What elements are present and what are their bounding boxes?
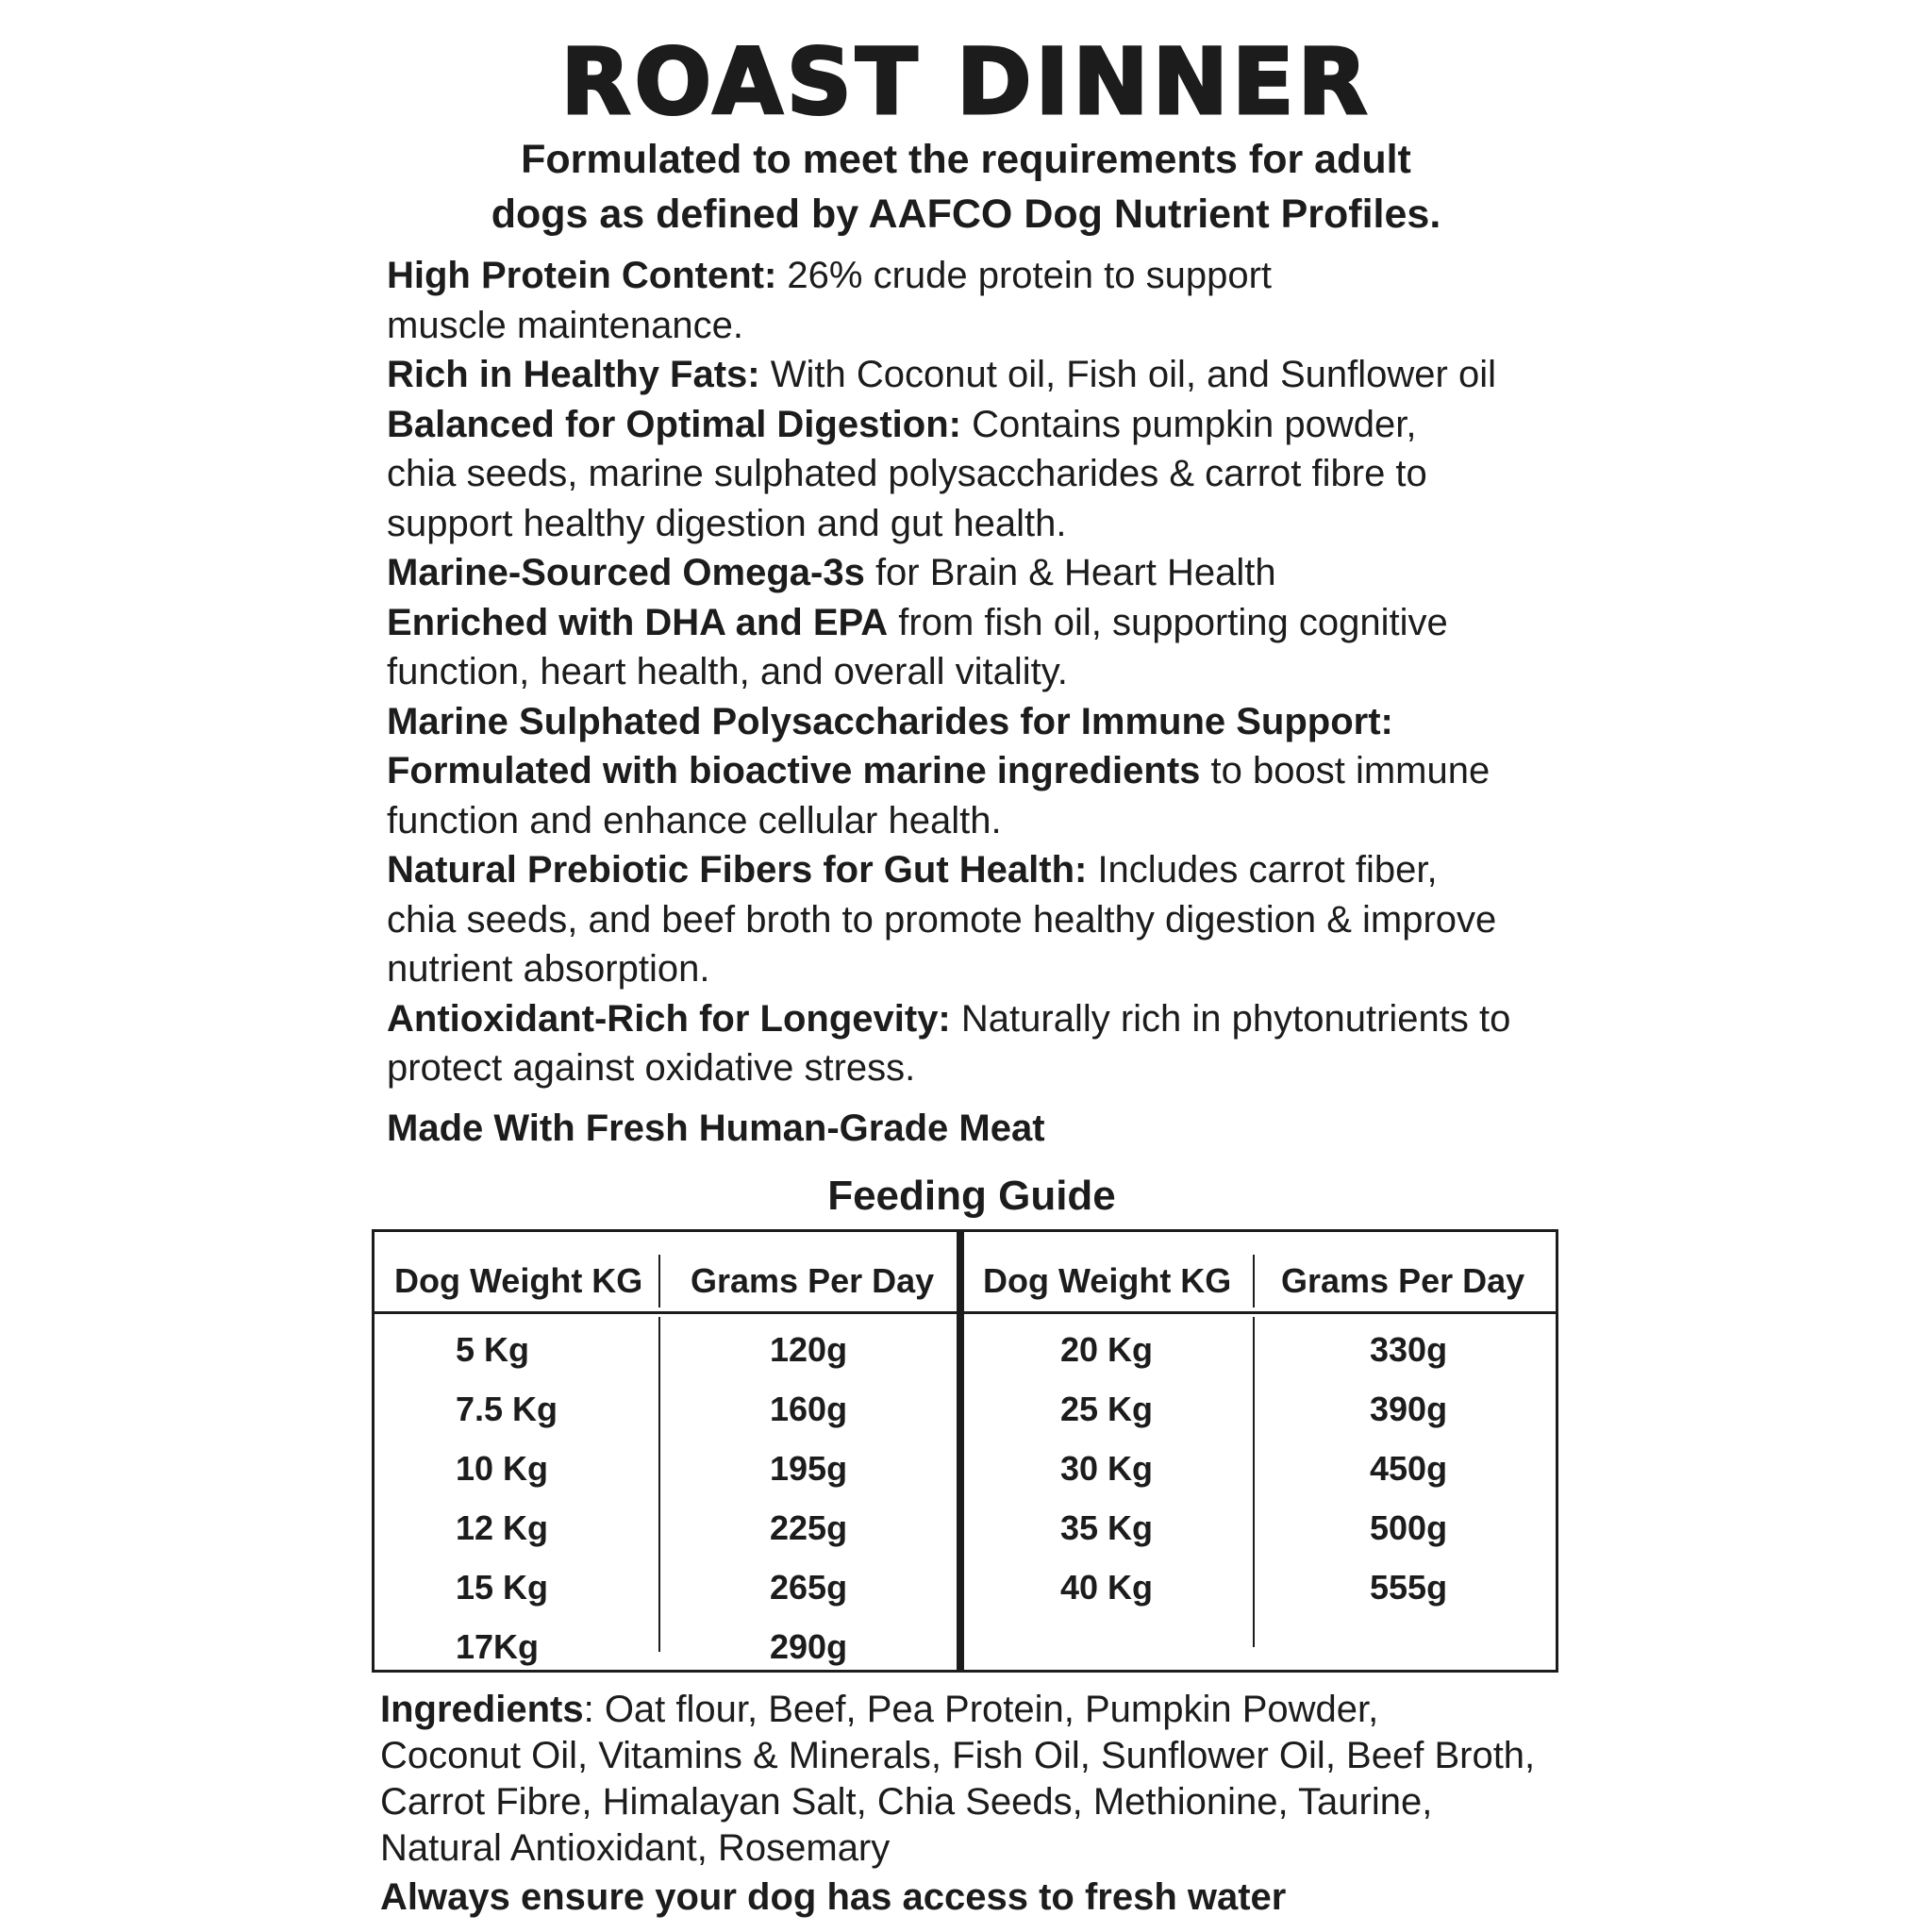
feature-digestion-cont-1: chia seeds, marine sulphated polysaccharides & carrot fibre to: [387, 453, 1427, 494]
header-dog-weight: Dog Weight KG: [983, 1261, 1232, 1300]
aafco-statement: [0, 132, 1932, 242]
column-divider: [1253, 1255, 1255, 1307]
feature-protein-heading: High Protein Content:: [387, 255, 777, 296]
feature-prebiotic-heading: Natural Prebiotic Fibers for Gut Health:: [387, 849, 1088, 891]
weight-cell: 40 Kg: [1060, 1568, 1154, 1607]
feature-fats: [387, 350, 1575, 400]
feature-antioxidant-cont: protect against oxidative stress.: [387, 1047, 916, 1089]
grams-cell: 265g: [770, 1568, 848, 1607]
grams-cell: 330g: [1370, 1330, 1448, 1369]
feature-prebiotic-text: Includes carrot fiber,: [1087, 849, 1438, 891]
weight-cell: 25 Kg: [1060, 1390, 1154, 1428]
feature-dha-cont: function, heart health, and overall vitality.: [387, 651, 1068, 692]
made-with-note: Made With Fresh Human-Grade Meat: [387, 1108, 1045, 1149]
feature-prebiotic-cont-2: nutrient absorption.: [387, 948, 710, 990]
ingredients-list: [380, 1687, 1588, 1872]
feature-immune: [387, 746, 1575, 796]
weight-cell: 7.5 Kg: [456, 1390, 558, 1428]
ingredients-line-2: Coconut Oil, Vitamins & Minerals, Fish Oil, Sunflower Oil, Beef Broth,: [380, 1735, 1536, 1776]
column-divider: [1253, 1317, 1255, 1647]
grams-cell: 160g: [770, 1390, 848, 1428]
aafco-statement-line-1: Formulated to meet the requirements for adult: [521, 137, 1411, 182]
feature-fats-text: With Coconut oil, Fish oil, and Sunflower oil: [759, 354, 1496, 395]
feeding-guide-table: [372, 1229, 1558, 1673]
feeding-table-right: [963, 1232, 1556, 1670]
feature-immune-cont: function and enhance cellular health.: [387, 799, 1002, 841]
feeding-guide-title: Feeding Guide: [827, 1173, 1116, 1219]
header-grams-per-day: Grams Per Day: [1281, 1261, 1525, 1300]
weight-cell: 30 Kg: [1060, 1449, 1154, 1488]
feature-dha-text: from fish oil, supporting cognitive: [888, 601, 1448, 643]
feature-protein-cont: muscle maintenance.: [387, 304, 743, 346]
weight-cell: 12 Kg: [456, 1508, 549, 1547]
weight-cell: 10 Kg: [456, 1449, 549, 1488]
feature-fats-heading: Rich in Healthy Fats:: [387, 354, 760, 395]
feature-omega: [387, 548, 1575, 598]
feature-immune-subheading: Formulated with bioactive marine ingredients: [387, 750, 1201, 791]
feature-digestion-cont-2: support healthy digestion and gut health.: [387, 502, 1067, 544]
feature-digestion-text: Contains pumpkin powder,: [960, 403, 1417, 445]
column-divider: [658, 1317, 660, 1652]
feature-immune-text: to boost immune: [1200, 750, 1491, 791]
ingredients-line-4: Natural Antioxidant, Rosemary: [380, 1827, 891, 1869]
product-title: ROAST DINNER: [560, 29, 1372, 135]
weight-cell: 35 Kg: [1060, 1508, 1154, 1547]
weight-cell: 20 Kg: [1060, 1330, 1154, 1369]
ingredients-line-3: Carrot Fibre, Himalayan Salt, Chia Seeds, Methionine, Taurine,: [380, 1781, 1433, 1823]
feature-digestion: [387, 400, 1575, 450]
feature-protein-text: 26% crude protein to support: [776, 255, 1273, 296]
grams-cell: 195g: [770, 1449, 848, 1488]
feature-antioxidant-text: Naturally rich in phytonutrients to: [950, 997, 1511, 1040]
column-divider: [658, 1255, 660, 1307]
feature-antioxidant-heading: Antioxidant-Rich for Longevity:: [387, 997, 951, 1040]
feature-dha-heading: Enriched with DHA and EPA: [387, 601, 889, 643]
ingredients-line-1: [380, 1687, 1588, 1733]
grams-cell: 290g: [770, 1627, 848, 1666]
fresh-water-note: Always ensure your dog has access to fresh water: [380, 1876, 1287, 1918]
ingredients-label: Ingredients: [380, 1689, 584, 1730]
feature-antioxidant: [387, 994, 1575, 1044]
feature-dha: [387, 598, 1575, 648]
feature-omega-heading: Marine-Sourced Omega-3s: [387, 552, 865, 593]
feature-digestion-heading: Balanced for Optimal Digestion:: [387, 403, 961, 445]
weight-cell: 15 Kg: [456, 1568, 549, 1607]
grams-cell: 555g: [1370, 1568, 1448, 1607]
ingredients-text: : Oat flour, Beef, Pea Protein, Pumpkin Powder,: [583, 1689, 1379, 1730]
weight-cell: 17Kg: [456, 1627, 540, 1666]
aafco-statement-line-2: dogs as defined by AAFCO Dog Nutrient Profiles.: [491, 192, 1441, 237]
feature-immune-heading-text: Marine Sulphated Polysaccharides for Immune Support:: [387, 700, 1393, 742]
header-grams-per-day: Grams Per Day: [691, 1261, 935, 1300]
grams-cell: 450g: [1370, 1449, 1448, 1488]
grams-cell: 500g: [1370, 1508, 1448, 1547]
feature-list: [387, 251, 1575, 1093]
weight-cell: 5 Kg: [456, 1330, 530, 1369]
feature-protein: [387, 251, 1575, 301]
grams-cell: 390g: [1370, 1390, 1448, 1428]
grams-cell: 225g: [770, 1508, 848, 1547]
grams-cell: 120g: [770, 1330, 848, 1369]
feature-prebiotic: [387, 845, 1575, 895]
feature-omega-text: for Brain & Heart Health: [864, 552, 1276, 593]
header-dog-weight: Dog Weight KG: [394, 1261, 643, 1300]
feeding-table-left: [375, 1232, 959, 1670]
feature-immune-heading: [387, 697, 1575, 747]
feature-prebiotic-cont-1: chia seeds, and beef broth to promote healthy digestion & improve: [387, 898, 1497, 941]
